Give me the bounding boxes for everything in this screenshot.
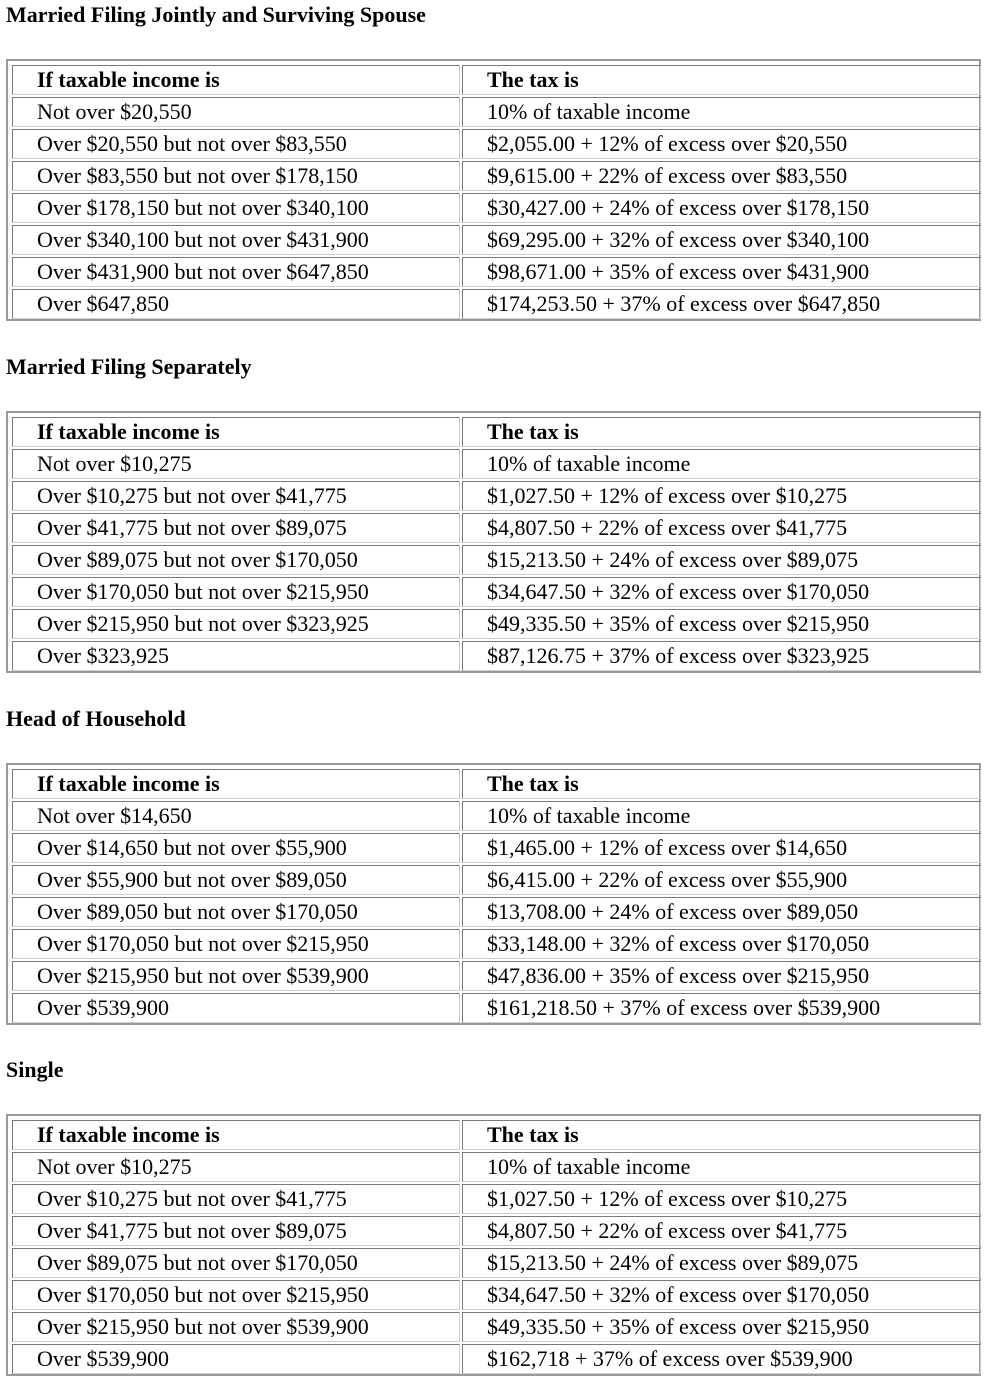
- tax-cell: $162,718 + 37% of excess over $539,900: [462, 1344, 981, 1374]
- section-title: Single: [6, 1057, 64, 1082]
- table-row: [12, 577, 981, 607]
- bracket-table: [10, 415, 983, 673]
- table-row: [12, 1248, 981, 1278]
- table-row: [12, 257, 981, 287]
- income-cell: Over $20,550 but not over $83,550: [12, 129, 460, 159]
- tax-cell: $33,148.00 + 32% of excess over $170,050: [462, 929, 981, 959]
- bracket-table-wrapper: [6, 411, 981, 673]
- table-row: [12, 801, 981, 831]
- table-row: [12, 129, 981, 159]
- tax-cell: $4,807.50 + 22% of excess over $41,775: [462, 513, 981, 543]
- tax-cell: $1,027.50 + 12% of excess over $10,275: [462, 1184, 981, 1214]
- tax-cell: $87,126.75 + 37% of excess over $323,925: [462, 641, 981, 671]
- income-cell: Over $215,950 but not over $539,900: [12, 1312, 460, 1342]
- table-row: [12, 1216, 981, 1246]
- table-header-row: [12, 769, 981, 799]
- tax-cell: $47,836.00 + 35% of excess over $215,950: [462, 961, 981, 991]
- income-cell: Over $215,950 but not over $323,925: [12, 609, 460, 639]
- income-cell: Over $89,075 but not over $170,050: [12, 545, 460, 575]
- table-row: [12, 961, 981, 991]
- table-row: [12, 161, 981, 191]
- income-cell: Over $215,950 but not over $539,900: [12, 961, 460, 991]
- bracket-table-wrapper: [6, 1114, 981, 1376]
- tax-cell: $6,415.00 + 22% of excess over $55,900: [462, 865, 981, 895]
- income-cell: Not over $20,550: [12, 97, 460, 127]
- tax-cell: $98,671.00 + 35% of excess over $431,900: [462, 257, 981, 287]
- income-cell: Over $178,150 but not over $340,100: [12, 193, 460, 223]
- tax-cell: $49,335.50 + 35% of excess over $215,950: [462, 609, 981, 639]
- header-tax: The tax is: [462, 1120, 981, 1150]
- tax-cell: $69,295.00 + 32% of excess over $340,100: [462, 225, 981, 255]
- header-taxable-income: If taxable income is: [12, 1120, 460, 1150]
- table-header-row: [12, 65, 981, 95]
- tax-cell: $34,647.50 + 32% of excess over $170,050: [462, 1280, 981, 1310]
- tax-cell: $9,615.00 + 22% of excess over $83,550: [462, 161, 981, 191]
- tax-cell: $15,213.50 + 24% of excess over $89,075: [462, 1248, 981, 1278]
- tax-cell: 10% of taxable income: [462, 449, 981, 479]
- tax-cell: $1,027.50 + 12% of excess over $10,275: [462, 481, 981, 511]
- header-tax: The tax is: [462, 417, 981, 447]
- table-row: [12, 929, 981, 959]
- table-row: [12, 897, 981, 927]
- tax-cell: $15,213.50 + 24% of excess over $89,075: [462, 545, 981, 575]
- income-cell: Over $170,050 but not over $215,950: [12, 929, 460, 959]
- table-row: [12, 1312, 981, 1342]
- table-row: [12, 1184, 981, 1214]
- tax-cell: $49,335.50 + 35% of excess over $215,950: [462, 1312, 981, 1342]
- header-taxable-income: If taxable income is: [12, 65, 460, 95]
- tax-cell: $1,465.00 + 12% of excess over $14,650: [462, 833, 981, 863]
- table-row: [12, 545, 981, 575]
- table-row: [12, 449, 981, 479]
- income-cell: Over $10,275 but not over $41,775: [12, 1184, 460, 1214]
- table-row: [12, 289, 981, 319]
- section-title: Married Filing Jointly and Surviving Spouse: [6, 2, 426, 27]
- table-row: [12, 225, 981, 255]
- income-cell: Over $170,050 but not over $215,950: [12, 1280, 460, 1310]
- tax-cell: 10% of taxable income: [462, 97, 981, 127]
- table-row: [12, 609, 981, 639]
- income-cell: Over $41,775 but not over $89,075: [12, 513, 460, 543]
- table-row: [12, 641, 981, 671]
- income-cell: Not over $10,275: [12, 1152, 460, 1182]
- income-cell: Over $170,050 but not over $215,950: [12, 577, 460, 607]
- table-row: [12, 993, 981, 1023]
- section-title: Married Filing Separately: [6, 354, 252, 379]
- income-cell: Over $10,275 but not over $41,775: [12, 481, 460, 511]
- income-cell: Over $539,900: [12, 993, 460, 1023]
- table-row: [12, 513, 981, 543]
- header-taxable-income: If taxable income is: [12, 769, 460, 799]
- income-cell: Over $89,050 but not over $170,050: [12, 897, 460, 927]
- bracket-table: [10, 1118, 983, 1376]
- income-cell: Over $340,100 but not over $431,900: [12, 225, 460, 255]
- bracket-table-wrapper: [6, 59, 981, 321]
- header-tax: The tax is: [462, 769, 981, 799]
- header-tax: The tax is: [462, 65, 981, 95]
- income-cell: Not over $14,650: [12, 801, 460, 831]
- table-row: [12, 193, 981, 223]
- income-cell: Over $41,775 but not over $89,075: [12, 1216, 460, 1246]
- table-header-row: [12, 1120, 981, 1150]
- income-cell: Over $55,900 but not over $89,050: [12, 865, 460, 895]
- income-cell: Over $14,650 but not over $55,900: [12, 833, 460, 863]
- tax-cell: $174,253.50 + 37% of excess over $647,850: [462, 289, 981, 319]
- income-cell: Over $323,925: [12, 641, 460, 671]
- bracket-table-wrapper: [6, 763, 981, 1025]
- tax-cell: $4,807.50 + 22% of excess over $41,775: [462, 1216, 981, 1246]
- bracket-table: [10, 767, 983, 1025]
- table-row: [12, 1344, 981, 1374]
- table-row: [12, 97, 981, 127]
- section-title: Head of Household: [6, 706, 186, 731]
- table-row: [12, 481, 981, 511]
- table-header-row: [12, 417, 981, 447]
- table-row: [12, 1152, 981, 1182]
- income-cell: Not over $10,275: [12, 449, 460, 479]
- income-cell: Over $83,550 but not over $178,150: [12, 161, 460, 191]
- table-row: [12, 865, 981, 895]
- tax-cell: 10% of taxable income: [462, 1152, 981, 1182]
- header-taxable-income: If taxable income is: [12, 417, 460, 447]
- table-row: [12, 833, 981, 863]
- income-cell: Over $89,075 but not over $170,050: [12, 1248, 460, 1278]
- tax-cell: 10% of taxable income: [462, 801, 981, 831]
- bracket-table: [10, 63, 983, 321]
- tax-cell: $34,647.50 + 32% of excess over $170,050: [462, 577, 981, 607]
- tax-cell: $161,218.50 + 37% of excess over $539,900: [462, 993, 981, 1023]
- tax-cell: $13,708.00 + 24% of excess over $89,050: [462, 897, 981, 927]
- tax-cell: $30,427.00 + 24% of excess over $178,150: [462, 193, 981, 223]
- tax-cell: $2,055.00 + 12% of excess over $20,550: [462, 129, 981, 159]
- income-cell: Over $431,900 but not over $647,850: [12, 257, 460, 287]
- table-row: [12, 1280, 981, 1310]
- income-cell: Over $539,900: [12, 1344, 460, 1374]
- income-cell: Over $647,850: [12, 289, 460, 319]
